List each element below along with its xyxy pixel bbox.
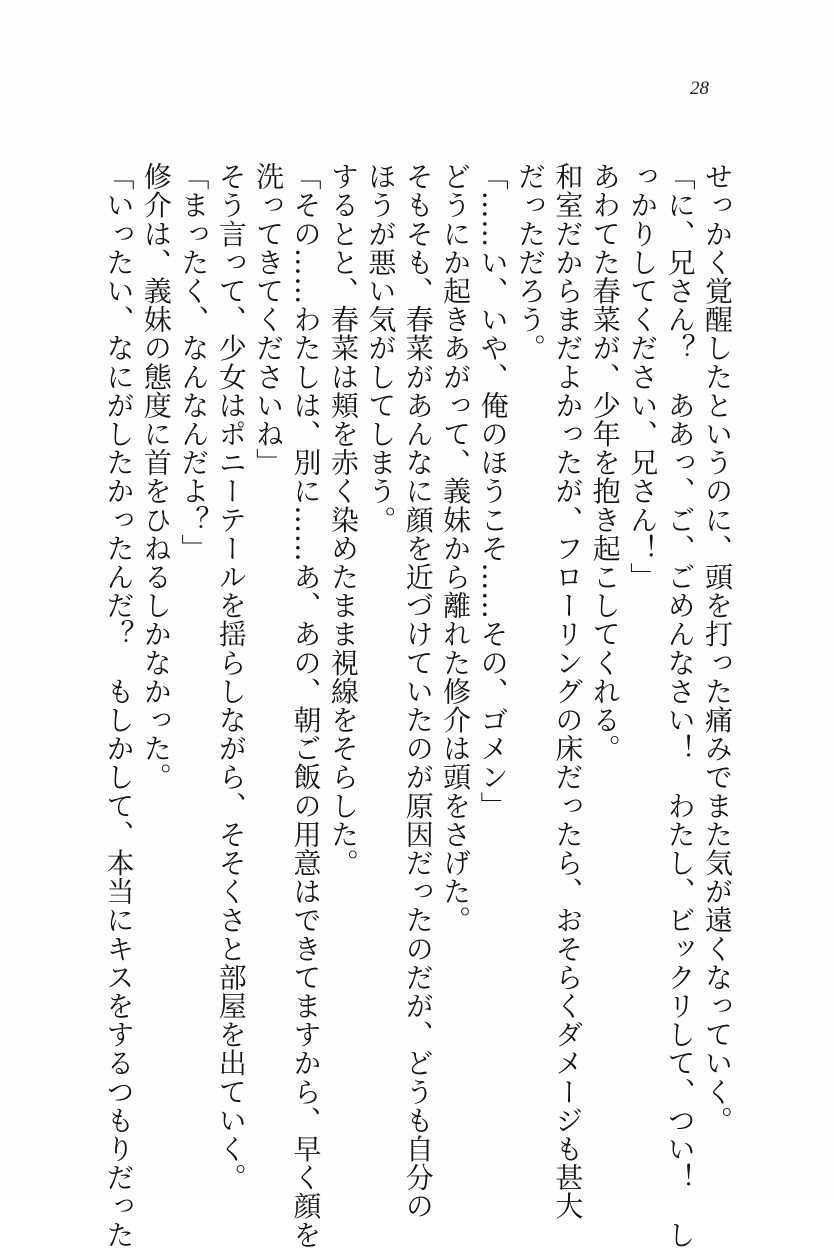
text-line: っかりしてください、兄さん！」 [626,162,660,591]
page-number: 28 [690,78,709,99]
text-line: 「……い、いや、俺のほうこそ……その、ゴメン」 [476,162,510,820]
text-line: 和室だからまだよかったが、フローリングの床だったら、おそらくダメージも甚大 [551,162,585,1221]
text-line: せっかく覚醒したというのに、頭を打った痛みでまた気が遠くなっていく。 [701,162,734,1135]
text-line: あわてた春菜が、少年を抱き起こしてくれる。 [588,162,622,763]
text-line: だっただろう。 [513,162,547,363]
text-line: そう言って、少女はポニーテールを揺らしながら、そそくさと部屋を出ていく。 [214,162,248,1192]
text-line: 「その……わたしは、別に……あ、あの、朝ご飯の用意はできてますから、早く顔を [289,162,323,1249]
text-line: 「に、兄さん？ ああっ、ご、ごめんなさい！ わたし、ビックリして、つい！ し [663,162,697,1249]
text-line: 洗ってきてくださいね」 [252,162,286,477]
text-line: ほうが悪い気がしてしまう。 [364,162,398,534]
text-line: 「いったい、なにがしたかったんだ？ もしかして、本当にキスをするつもりだった [102,162,136,1249]
text-line: そもそも、春菜があんなに顔を近づけていたのが原因だったのだが、どうも自分の [401,162,435,1221]
body-text [100,162,736,1249]
text-line: 「まったく、なんなんだよ？」 [177,162,211,563]
text-line: どうにか起きあがって、義妹から離れた修介は頭をさげた。 [439,162,473,935]
text-line: 修介は、義妹の態度に首をひねるしかなかった。 [139,162,173,792]
text-line: するとと、春菜は頬を赤く染めたまま視線をそらした。 [326,162,360,877]
